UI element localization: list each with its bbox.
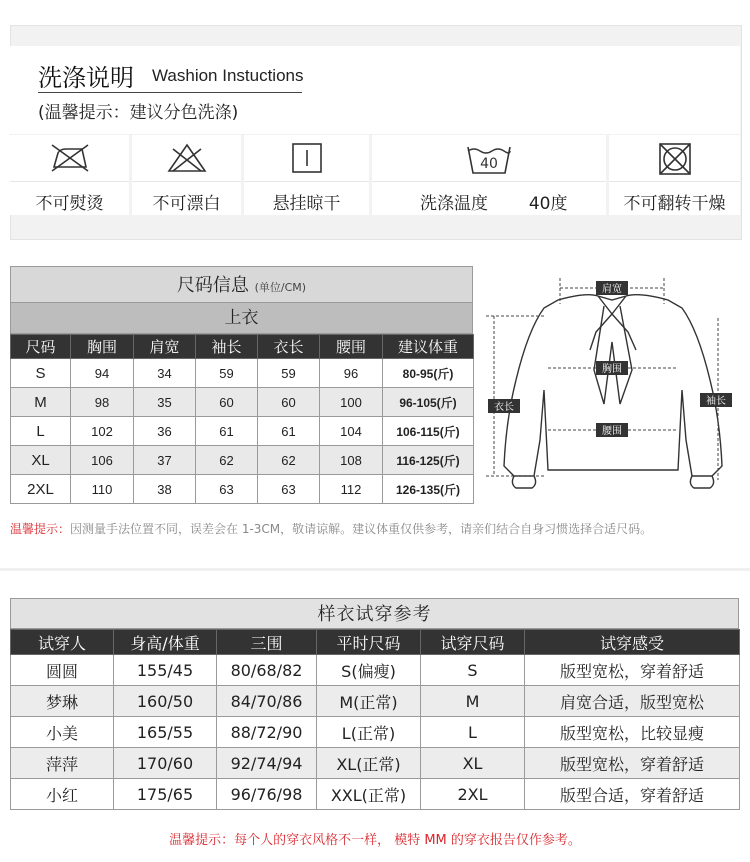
measurements-cell: 88/72/90 xyxy=(217,717,317,748)
tryon-header-cell: 身高/体重 xyxy=(114,630,217,655)
weight-cell: 116-125(斤) xyxy=(383,446,474,475)
size-title-text: 尺码信息 xyxy=(176,275,249,296)
chest-cell: 98 xyxy=(71,388,134,417)
size-table-section xyxy=(10,266,473,504)
size-header-cell: 腰围 xyxy=(320,335,383,359)
table-row xyxy=(11,748,740,779)
size-header-cell: 肩宽 xyxy=(134,335,196,359)
tester-name-cell: 小红 xyxy=(11,779,114,810)
table-row xyxy=(11,446,474,475)
size-header-row xyxy=(11,335,474,359)
feedback-cell: 版型宽松，比较显瘦 xyxy=(525,717,740,748)
waist-cell: 100 xyxy=(320,388,383,417)
measure-lines xyxy=(486,278,718,480)
tryon-header-row xyxy=(11,630,740,655)
shoulder-cell: 36 xyxy=(134,417,196,446)
sleeve-cell: 61 xyxy=(196,417,258,446)
length-label: 衣长 xyxy=(494,402,514,413)
size-cell: M xyxy=(11,388,71,417)
wash-icons-row xyxy=(10,135,740,215)
height-weight-cell: 175/65 xyxy=(114,779,217,810)
feedback-cell: 版型合适，穿着舒适 xyxy=(525,779,740,810)
size-note-text: 因测量手法位置不同，误差会在 1-3CM，敬请谅解。建议体重仅供参考，请亲们结合自身习惯选择合适尺码。 xyxy=(70,522,653,536)
chest-cell: 94 xyxy=(71,359,134,388)
tryon-table xyxy=(10,629,740,810)
shoulder-cell: 38 xyxy=(134,475,196,504)
length-cell: 62 xyxy=(258,446,320,475)
sleeve-cell: 59 xyxy=(196,359,258,388)
measurements-cell: 80/68/82 xyxy=(217,655,317,686)
table-row xyxy=(11,686,740,717)
chest-cell: 110 xyxy=(71,475,134,504)
tryon-header-cell: 试穿感受 xyxy=(525,630,740,655)
usual-size-cell: M(正常) xyxy=(317,686,421,717)
sleeve-label: 袖长 xyxy=(706,396,726,407)
measurement-diagram xyxy=(486,270,742,510)
diagram-label-sleeve xyxy=(700,393,732,407)
shoulder-cell: 37 xyxy=(134,446,196,475)
size-subtitle: 上衣 xyxy=(10,303,473,334)
waist-cell: 112 xyxy=(320,475,383,504)
no-bleach-icon xyxy=(163,141,211,175)
size-unit: (单位/CM) xyxy=(254,281,307,294)
shoulder-label: 肩宽 xyxy=(602,284,622,295)
length-cell: 59 xyxy=(258,359,320,388)
wash-tip: (温馨提示：建议分色洗涤) xyxy=(38,103,239,123)
feedback-cell: 版型宽松，穿着舒适 xyxy=(525,748,740,779)
size-note-prefix: 温馨提示： xyxy=(10,522,71,536)
sleeve-cell: 60 xyxy=(196,388,258,417)
waist-cell: 96 xyxy=(320,359,383,388)
tried-size-cell: 2XL xyxy=(421,779,525,810)
size-title xyxy=(10,266,473,303)
wash-temp-icon-text: 40 xyxy=(480,156,498,172)
wash-temp-value: 40度 xyxy=(528,194,568,214)
tried-size-cell: M xyxy=(421,686,525,717)
size-table xyxy=(10,334,474,504)
wash-item-hang-dry xyxy=(244,135,372,215)
usual-size-cell: XXL(正常) xyxy=(317,779,421,810)
title-underline xyxy=(38,92,302,93)
height-weight-cell: 165/55 xyxy=(114,717,217,748)
wash-title: 洗涤说明 xyxy=(38,64,134,92)
sleeve-cell: 62 xyxy=(196,446,258,475)
size-header-cell: 袖长 xyxy=(196,335,258,359)
tester-name-cell: 萍萍 xyxy=(11,748,114,779)
waist-label: 腰围 xyxy=(602,426,622,437)
tester-name-cell: 圆圆 xyxy=(11,655,114,686)
wash-temp-icon xyxy=(464,141,514,179)
tryon-note: 温馨提示：每个人的穿衣风格不一样， 模特 MM 的穿衣报告仅作参考。 xyxy=(169,833,581,848)
wash-item-label: 不可翻转干燥 xyxy=(623,194,726,214)
tryon-header-cell: 三围 xyxy=(217,630,317,655)
size-cell: S xyxy=(11,359,71,388)
table-row xyxy=(11,417,474,446)
tryon-header-cell: 试穿人 xyxy=(11,630,114,655)
size-note xyxy=(10,520,652,537)
tryon-header-cell: 试穿尺码 xyxy=(421,630,525,655)
tried-size-cell: S xyxy=(421,655,525,686)
weight-cell: 126-135(斤) xyxy=(383,475,474,504)
wash-item-no-bleach xyxy=(132,135,244,215)
diagram-label-chest xyxy=(596,361,628,375)
section-divider xyxy=(0,568,750,571)
no-iron-icon xyxy=(46,141,94,175)
height-weight-cell: 170/60 xyxy=(114,748,217,779)
weight-cell: 96-105(斤) xyxy=(383,388,474,417)
no-tumble-dry-icon xyxy=(657,141,693,177)
chest-label: 胸围 xyxy=(602,364,622,375)
diagram-label-length xyxy=(488,399,520,413)
wash-item-label: 不可熨烫 xyxy=(35,194,104,214)
table-row xyxy=(11,717,740,748)
wash-item-label: 不可漂白 xyxy=(152,194,221,214)
tester-name-cell: 梦琳 xyxy=(11,686,114,717)
sleeve-cell: 63 xyxy=(196,475,258,504)
weight-cell: 80-95(斤) xyxy=(383,359,474,388)
tester-name-cell: 小美 xyxy=(11,717,114,748)
table-row xyxy=(11,359,474,388)
measurements-cell: 84/70/86 xyxy=(217,686,317,717)
waist-cell: 108 xyxy=(320,446,383,475)
feedback-cell: 肩宽合适，版型宽松 xyxy=(525,686,740,717)
wash-item-no-iron xyxy=(10,135,132,215)
measurements-cell: 96/76/98 xyxy=(217,779,317,810)
size-header-cell: 衣长 xyxy=(258,335,320,359)
tryon-header-cell: 平时尺码 xyxy=(317,630,421,655)
hang-dry-icon xyxy=(290,141,324,175)
length-cell: 63 xyxy=(258,475,320,504)
usual-size-cell: S(偏瘦) xyxy=(317,655,421,686)
blouse-outline xyxy=(504,295,722,488)
size-header-cell: 尺码 xyxy=(11,335,71,359)
waist-cell: 104 xyxy=(320,417,383,446)
diagram-label-shoulder xyxy=(596,281,628,295)
height-weight-cell: 155/45 xyxy=(114,655,217,686)
chest-cell: 102 xyxy=(71,417,134,446)
length-cell: 61 xyxy=(258,417,320,446)
size-header-cell: 建议体重 xyxy=(383,335,474,359)
shoulder-cell: 35 xyxy=(134,388,196,417)
height-weight-cell: 160/50 xyxy=(114,686,217,717)
size-cell: L xyxy=(11,417,71,446)
size-cell: XL xyxy=(11,446,71,475)
tryon-section xyxy=(10,598,739,810)
usual-size-cell: XL(正常) xyxy=(317,748,421,779)
chest-cell: 106 xyxy=(71,446,134,475)
wash-item-label: 悬挂晾干 xyxy=(272,194,341,214)
table-row xyxy=(11,779,740,810)
wash-item-no-tumble xyxy=(609,135,740,215)
feedback-cell: 版型宽松，穿着舒适 xyxy=(525,655,740,686)
wash-title-en: Washion Instuctions xyxy=(152,66,304,85)
wash-item-label xyxy=(372,189,606,214)
shoulder-cell: 34 xyxy=(134,359,196,388)
tried-size-cell: L xyxy=(421,717,525,748)
usual-size-cell: L(正常) xyxy=(317,717,421,748)
tried-size-cell: XL xyxy=(421,748,525,779)
measurements-cell: 92/74/94 xyxy=(217,748,317,779)
size-cell: 2XL xyxy=(11,475,71,504)
wash-temp-label: 洗涤温度 xyxy=(420,194,489,214)
diagram-label-waist xyxy=(596,423,628,437)
table-row xyxy=(11,388,474,417)
length-cell: 60 xyxy=(258,388,320,417)
table-row xyxy=(11,655,740,686)
wash-item-temp xyxy=(372,135,609,215)
weight-cell: 106-115(斤) xyxy=(383,417,474,446)
size-header-cell: 胸围 xyxy=(71,335,134,359)
table-row xyxy=(11,475,474,504)
tryon-title: 样衣试穿参考 xyxy=(10,598,739,629)
